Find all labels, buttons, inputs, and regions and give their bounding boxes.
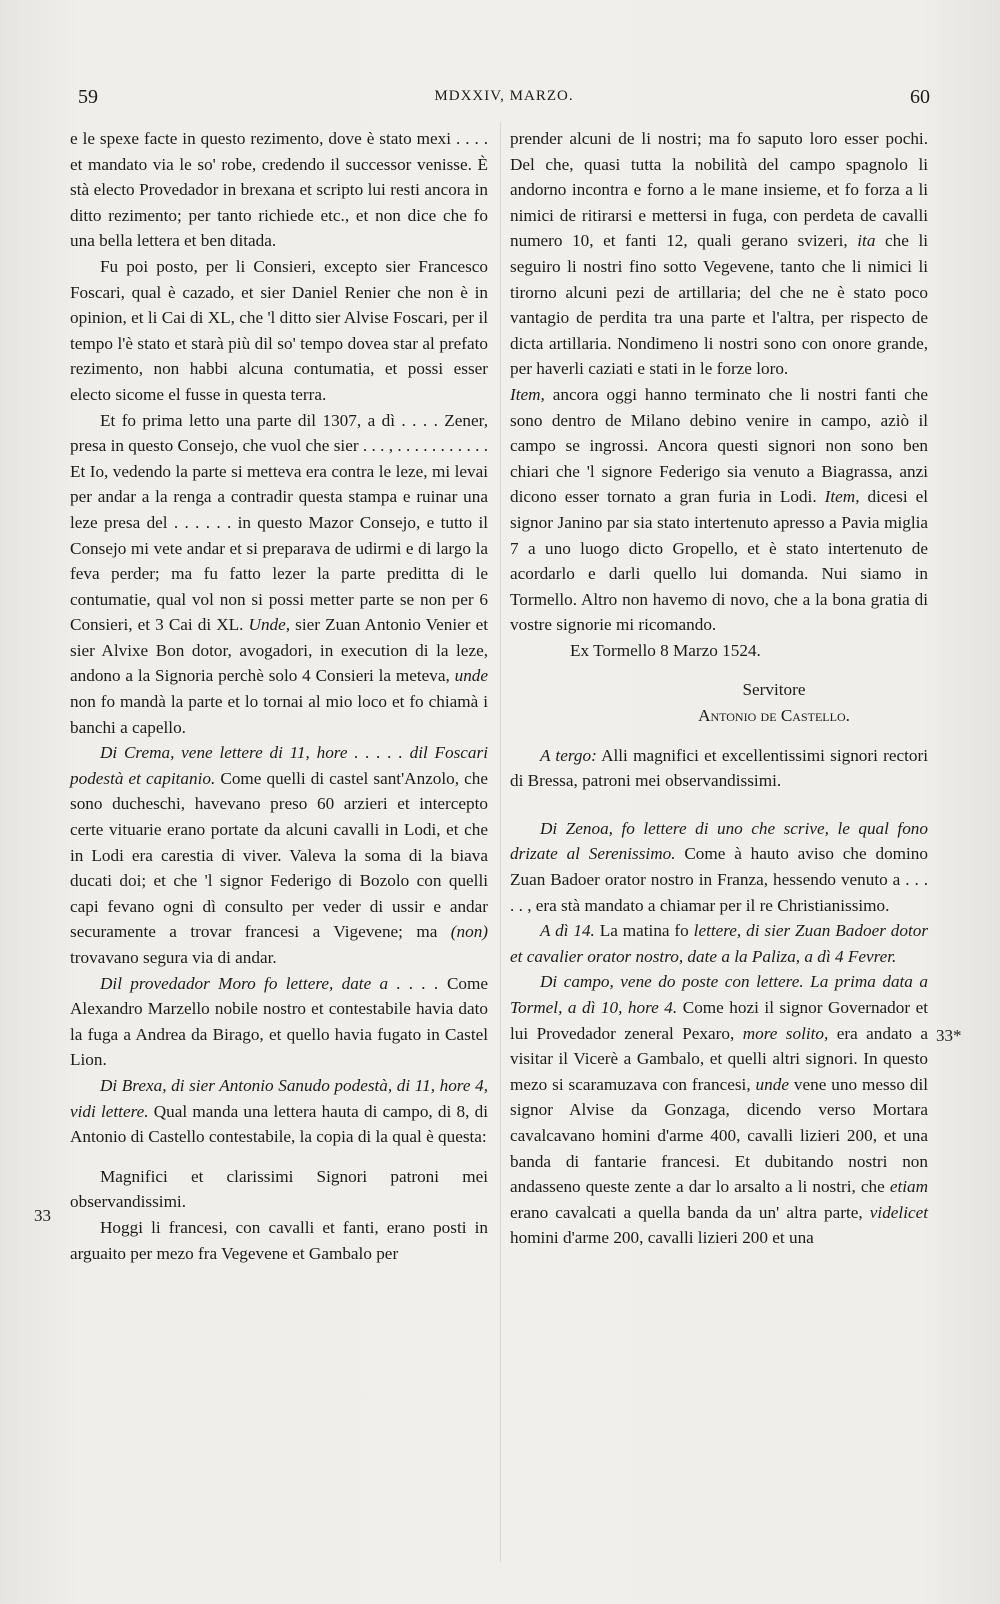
right-column xyxy=(510,126,928,1251)
letter-salutation: Magnifici et clarissimi Signori patroni mei observandissimi. xyxy=(70,1166,488,1212)
paragraph: e le spexe facte in questo rezimento, dove è stato mexi . . . . et mandato via le so' robe, credendo il successor venisse. È stà electo Provedador in brexana et scripto lui resti ancora in ditto rezimento; per tanto richiede etc., et non dice che fo una bella lettera et ben ditada. xyxy=(70,129,488,251)
paragraph: prender alcuni de li nostri; ma fo saputo loro esser pochi. Del che, quasi tutta la nobilità del campo spagnolo li andorno incontra e forno a le mane insieme, et fo forza a li nimici de ritirarsi e mettersi in fuga, con perdeta de cavalli numero 10, et fanti 12, quali gerano svizeri, ita che li seguiro li nostri fino sotto Vegevene, tanto che li nimici li tirorno alcuni pezi de artillaria; del che ne è stato poco vantagio de perdita tra una parte et l'altra, per rispecto de dicta artillaria. Nondimeno li nostri sono con onore grande, per haverli caziati e stati in le forze loro. xyxy=(510,129,929,379)
letter-date: Ex Tormello 8 Marzo 1524. xyxy=(570,640,761,660)
left-margin-number: 33 xyxy=(34,1206,51,1225)
paragraph: Di Crema, vene lettere di 11, hore . . . . . dil Foscari podestà et capitanio. Come quelli di castel sant'Anzolo, che sono ducheschi, havevano preso 60 arzieri et intercepto certe vituarie erano portate da alcuni cavalli in Lodi, et che in Lodi era carestia di viver. Valeva la soma di la biava ducati doi; et che 'l signor Federigo di Bozolo con quelli capi fevano ogni dì consulto per veder di ussir e andar securamente a trovar francesi a Vigevene; ma (non) trovavano segura via di andar. xyxy=(70,743,489,967)
column-divider xyxy=(500,122,501,1562)
paragraph: Di campo, vene do poste con lettere. La prima data a Tormel, a dì 10, hore 4. Come hozi il signor Governador et lui Provedador zeneral Pexaro, more solito, era andato a visitar il Vicerè a Gambalo, et quelli altri signori. In questo mezo si scaramuzava con francesi, unde vene uno messo dil signor Alvise da Gonzaga, dicendo verso Mortara cavalcavano homini d'arme 400, cavalli lizieri 200, et una banda di fantarie francesi. Et dubitando nostri non andasseno queste zente a dar lo arsalto a li nostri, che etiam erano cavalcati a quella banda da un' altra parte, videlicet homini d'arme 200, cavalli lizieri 200 et una xyxy=(510,972,929,1248)
right-page-number: 60 xyxy=(910,86,930,108)
running-header xyxy=(78,86,930,110)
right-margin-number: 33* xyxy=(936,1026,962,1045)
paragraph: Item, ancora oggi hanno terminato che li nostri fanti che sono dentro de Milano debino venire in campo, aziò il campo se ingrossi. Ancora questi signori non sono ben chiari che 'l signore Federigo sia venuto a Biagrassa, anzi dicono esser tornato a gran furia in Lodi. Item, dicesi el signor Janino par sia stato intertenuto apresso a Pavia miglia 7 a uno luogo dicto Gropello, et è stato intertenuto de acordarlo e darli quello lui domanda. Nui siamo in Tormello. Altro non havemo di novo, che a la bona gratia di vostre signorie mi ricomando. xyxy=(510,384,929,635)
signature-title: Servitore xyxy=(742,680,806,700)
left-page-number: 59 xyxy=(78,86,98,108)
paragraph: A tergo: Alli magnifici et excellentissimi signori rectori di Bressa, patroni mei observandissimi. xyxy=(510,745,928,791)
running-title: MDXXIV, MARZO. xyxy=(434,88,574,104)
paragraph: Et fo prima letto una parte dil 1307, a dì . . . . Zener, presa in questo Consejo, che vuol che sier . . . , . . . . . . . . . . . Et Io, vedendo la parte si metteva era contra le leze, mi levai per andar a la renga a contradir questa stampa e ruinar una leze presa del . . . . . . in questo Mazor Consejo, e tutto il Consejo mi vete andar et si preparava de udirmi e di largo la feva perder; ma fu fatto lezer la parte preditta di le contumatie, qual vol non si possi metter parte se non per 6 Consieri, et 3 Cai di XL. Unde, sier Zuan Antonio Venier et sier Alvixe Bon dotor, avogadori, in execution di la leze, andono a la Signoria perchè solo 4 Consieri la meteva, unde non fo mandà la parte et lo tornai al mio loco et fo chiamà i banchi a capello. xyxy=(70,410,489,737)
left-column xyxy=(70,126,488,1266)
paragraph: Fu poi posto, per li Consieri, excepto sier Francesco Foscari, qual è cazado, et sier Daniel Renier che non è in opinion, et li Cai di XL, che 'l ditto sier Alvise Foscari, per il tempo l'è stato et starà più dil so' tempo dovea star al prefato rezimento, non habbi alcuna contumatia, et possi esser electo sicome el fusse in questa terra. xyxy=(70,256,488,404)
paragraph: Di Zenoa, fo lettere di uno che scrive, le qual fono drizate al Serenissimo. Come à hauto aviso che domino Zuan Badoer orator nostro in Franza, hessendo venuto a . . . . . , era stà mandato a chiamar per il re Christianissimo. xyxy=(510,818,928,915)
signature-name: Antonio de Castello. xyxy=(698,706,850,726)
paragraph: Dil provedador Moro fo lettere, date a . . . . Come Alexandro Marzello nobile nostro et contestabile havia dato la fuga a Andrea da Birago, et quello havia fugato in Castel Lion. xyxy=(70,973,488,1070)
paragraph: A dì 14. La matina fo lettere, di sier Zuan Badoer dotor et cavalier orator nostro, date a la Paliza, a dì 4 Fevrer. xyxy=(510,921,929,966)
paragraph: Hoggi li francesi, con cavalli et fanti, erano posti in arguaito per mezo fra Vegevene et Gambalo per xyxy=(70,1217,488,1263)
paragraph: Di Brexa, di sier Antonio Sanudo podestà, di 11, hore 4, vidi lettere. Qual manda una lettera hauta di campo, di 8, di Antonio di Castello contestabile, la copia di la qual è questa: xyxy=(70,1075,488,1147)
